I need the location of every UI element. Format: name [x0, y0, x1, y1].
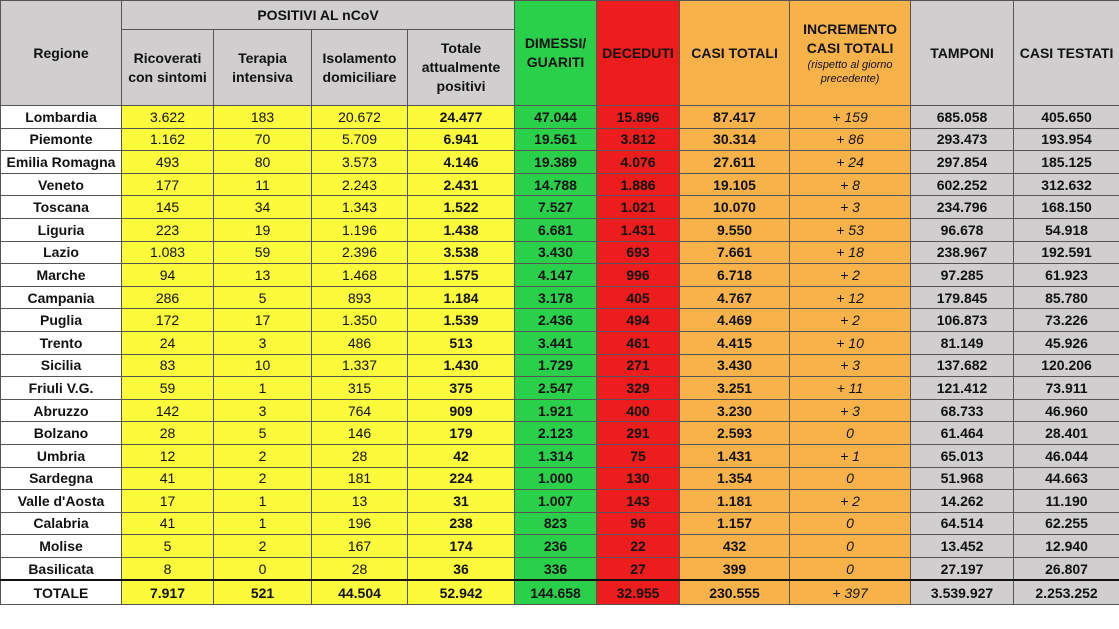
cell-totale-positivi: 1.575 [408, 264, 515, 287]
total-cell-tamponi: 3.539.927 [911, 580, 1014, 605]
cell-region: Piemonte [1, 128, 122, 151]
cell-dimessi: 3.430 [515, 241, 597, 264]
cell-isolamento: 181 [312, 467, 408, 490]
cell-tamponi: 297.854 [911, 151, 1014, 174]
cell-dimessi: 1.007 [515, 490, 597, 513]
cell-tamponi: 121.412 [911, 377, 1014, 400]
header-deceduti: DECEDUTI [597, 1, 680, 106]
cell-isolamento: 2.396 [312, 241, 408, 264]
cell-incremento: + 3 [790, 399, 911, 422]
cell-totale-positivi: 238 [408, 512, 515, 535]
cell-region: Lombardia [1, 106, 122, 129]
cell-incremento: + 53 [790, 218, 911, 241]
cell-tamponi: 27.197 [911, 557, 1014, 580]
total-cell-ricoverati: 7.917 [122, 580, 214, 605]
cell-tamponi: 97.285 [911, 264, 1014, 287]
total-row [1, 580, 1119, 605]
cell-tamponi: 293.473 [911, 128, 1014, 151]
cell-totale-positivi: 1.438 [408, 218, 515, 241]
cell-tamponi: 234.796 [911, 196, 1014, 219]
cell-isolamento: 486 [312, 331, 408, 354]
cell-isolamento: 315 [312, 377, 408, 400]
cell-deceduti: 22 [597, 535, 680, 558]
cell-casi-testati: 54.918 [1014, 218, 1119, 241]
cell-casi-testati: 61.923 [1014, 264, 1119, 287]
cell-region: Sardegna [1, 467, 122, 490]
cell-deceduti: 130 [597, 467, 680, 490]
cell-terapia: 183 [214, 106, 312, 129]
table-row [1, 151, 1119, 174]
cell-deceduti: 291 [597, 422, 680, 445]
header-tamponi: TAMPONI [911, 1, 1014, 106]
cell-isolamento: 146 [312, 422, 408, 445]
cell-tamponi: 238.967 [911, 241, 1014, 264]
cell-ricoverati: 5 [122, 535, 214, 558]
cell-region: Puglia [1, 309, 122, 332]
cell-deceduti: 96 [597, 512, 680, 535]
cell-casi-totali: 4.767 [680, 286, 790, 309]
cell-terapia: 1 [214, 377, 312, 400]
header-terapia: Terapia intensiva [214, 30, 312, 106]
cell-casi-totali: 7.661 [680, 241, 790, 264]
cell-ricoverati: 41 [122, 467, 214, 490]
cell-ricoverati: 493 [122, 151, 214, 174]
cell-isolamento: 1.350 [312, 309, 408, 332]
cell-deceduti: 271 [597, 354, 680, 377]
cell-region: Valle d'Aosta [1, 490, 122, 513]
cell-terapia: 10 [214, 354, 312, 377]
total-cell-dimessi: 144.658 [515, 580, 597, 605]
cell-ricoverati: 8 [122, 557, 214, 580]
cell-casi-testati: 85.780 [1014, 286, 1119, 309]
cell-region: Toscana [1, 196, 122, 219]
cell-casi-testati: 46.960 [1014, 399, 1119, 422]
cell-casi-testati: 12.940 [1014, 535, 1119, 558]
cell-region: Friuli V.G. [1, 377, 122, 400]
cell-ricoverati: 12 [122, 444, 214, 467]
header-incremento [790, 1, 911, 106]
cell-dimessi: 336 [515, 557, 597, 580]
table-row [1, 377, 1119, 400]
cell-region: Sicilia [1, 354, 122, 377]
header-ricoverati: Ricoverati con sintomi [122, 30, 214, 106]
total-cell-terapia: 521 [214, 580, 312, 605]
cell-tamponi: 602.252 [911, 173, 1014, 196]
cell-incremento: + 18 [790, 241, 911, 264]
cell-isolamento: 2.243 [312, 173, 408, 196]
cell-dimessi: 4.147 [515, 264, 597, 287]
cell-terapia: 17 [214, 309, 312, 332]
header-positivi-group: POSITIVI AL nCoV [122, 1, 515, 30]
cell-terapia: 5 [214, 422, 312, 445]
cell-ricoverati: 177 [122, 173, 214, 196]
cell-deceduti: 143 [597, 490, 680, 513]
cell-terapia: 11 [214, 173, 312, 196]
header-dimessi: DIMESSI/ GUARITI [515, 1, 597, 106]
cell-isolamento: 5.709 [312, 128, 408, 151]
cell-region: Marche [1, 264, 122, 287]
cell-totale-positivi: 1.539 [408, 309, 515, 332]
cell-tamponi: 96.678 [911, 218, 1014, 241]
cell-isolamento: 1.343 [312, 196, 408, 219]
cell-ricoverati: 59 [122, 377, 214, 400]
cell-casi-testati: 62.255 [1014, 512, 1119, 535]
cell-incremento: + 8 [790, 173, 911, 196]
cell-casi-testati: 405.650 [1014, 106, 1119, 129]
table-row [1, 196, 1119, 219]
cell-totale-positivi: 174 [408, 535, 515, 558]
cell-dimessi: 19.561 [515, 128, 597, 151]
cell-casi-testati: 168.150 [1014, 196, 1119, 219]
cell-tamponi: 64.514 [911, 512, 1014, 535]
table-row [1, 128, 1119, 151]
cell-totale-positivi: 42 [408, 444, 515, 467]
cell-casi-testati: 45.926 [1014, 331, 1119, 354]
cell-isolamento: 1.468 [312, 264, 408, 287]
header-casi-totali: CASI TOTALI [680, 1, 790, 106]
cell-casi-testati: 28.401 [1014, 422, 1119, 445]
cell-region: Trento [1, 331, 122, 354]
cell-deceduti: 3.812 [597, 128, 680, 151]
cell-region: Umbria [1, 444, 122, 467]
cell-incremento: + 3 [790, 354, 911, 377]
cell-deceduti: 1.021 [597, 196, 680, 219]
cell-casi-totali: 19.105 [680, 173, 790, 196]
cell-casi-totali: 4.415 [680, 331, 790, 354]
cell-totale-positivi: 179 [408, 422, 515, 445]
header-incremento-note: (rispetto al giorno precedente) [807, 59, 893, 85]
cell-region: Abruzzo [1, 399, 122, 422]
cell-isolamento: 28 [312, 444, 408, 467]
cell-incremento: + 2 [790, 264, 911, 287]
table-body [1, 106, 1119, 605]
header-casi-testati: CASI TESTATI [1014, 1, 1119, 106]
cell-tamponi: 137.682 [911, 354, 1014, 377]
cell-terapia: 19 [214, 218, 312, 241]
cell-totale-positivi: 31 [408, 490, 515, 513]
cell-deceduti: 27 [597, 557, 680, 580]
cell-incremento: + 3 [790, 196, 911, 219]
cell-totale-positivi: 36 [408, 557, 515, 580]
cell-region: Liguria [1, 218, 122, 241]
cell-casi-totali: 432 [680, 535, 790, 558]
cell-casi-totali: 1.431 [680, 444, 790, 467]
table-row [1, 399, 1119, 422]
cell-incremento: + 86 [790, 128, 911, 151]
cell-casi-testati: 193.954 [1014, 128, 1119, 151]
table-row [1, 286, 1119, 309]
cell-incremento: + 12 [790, 286, 911, 309]
cell-casi-totali: 10.070 [680, 196, 790, 219]
cell-ricoverati: 94 [122, 264, 214, 287]
cell-isolamento: 28 [312, 557, 408, 580]
cell-dimessi: 2.123 [515, 422, 597, 445]
cell-tamponi: 14.262 [911, 490, 1014, 513]
cell-casi-totali: 27.611 [680, 151, 790, 174]
cell-ricoverati: 172 [122, 309, 214, 332]
cell-deceduti: 461 [597, 331, 680, 354]
cell-incremento: 0 [790, 557, 911, 580]
cell-totale-positivi: 1.430 [408, 354, 515, 377]
cell-casi-totali: 3.230 [680, 399, 790, 422]
cell-terapia: 3 [214, 331, 312, 354]
cell-dimessi: 2.436 [515, 309, 597, 332]
cell-incremento: + 10 [790, 331, 911, 354]
cell-dimessi: 1.921 [515, 399, 597, 422]
cell-dimessi: 47.044 [515, 106, 597, 129]
table-row [1, 264, 1119, 287]
total-cell-isolamento: 44.504 [312, 580, 408, 605]
cell-totale-positivi: 4.146 [408, 151, 515, 174]
cell-casi-testati: 192.591 [1014, 241, 1119, 264]
cell-dimessi: 1.000 [515, 467, 597, 490]
cell-totale-positivi: 1.522 [408, 196, 515, 219]
total-cell-deceduti: 32.955 [597, 580, 680, 605]
cell-dimessi: 2.547 [515, 377, 597, 400]
cell-casi-totali: 30.314 [680, 128, 790, 151]
cell-casi-totali: 4.469 [680, 309, 790, 332]
cell-casi-totali: 399 [680, 557, 790, 580]
cell-totale-positivi: 2.431 [408, 173, 515, 196]
cell-ricoverati: 223 [122, 218, 214, 241]
cell-casi-totali: 1.354 [680, 467, 790, 490]
cell-isolamento: 1.196 [312, 218, 408, 241]
cell-dimessi: 6.681 [515, 218, 597, 241]
cell-totale-positivi: 6.941 [408, 128, 515, 151]
cell-terapia: 5 [214, 286, 312, 309]
cell-region: Lazio [1, 241, 122, 264]
table-row [1, 422, 1119, 445]
cell-isolamento: 3.573 [312, 151, 408, 174]
table-row [1, 106, 1119, 129]
cell-tamponi: 68.733 [911, 399, 1014, 422]
total-cell-region: TOTALE [1, 580, 122, 605]
cell-dimessi: 19.389 [515, 151, 597, 174]
cell-ricoverati: 83 [122, 354, 214, 377]
cell-totale-positivi: 375 [408, 377, 515, 400]
cell-totale-positivi: 24.477 [408, 106, 515, 129]
total-cell-totale-positivi: 52.942 [408, 580, 515, 605]
cell-totale-positivi: 909 [408, 399, 515, 422]
header-regione: Regione [1, 1, 122, 106]
cell-isolamento: 20.672 [312, 106, 408, 129]
cell-tamponi: 61.464 [911, 422, 1014, 445]
cell-incremento: 0 [790, 467, 911, 490]
cell-terapia: 1 [214, 490, 312, 513]
table-row [1, 557, 1119, 580]
cell-dimessi: 1.729 [515, 354, 597, 377]
total-cell-casi-testati: 2.253.252 [1014, 580, 1119, 605]
cell-region: Basilicata [1, 557, 122, 580]
cell-totale-positivi: 513 [408, 331, 515, 354]
cell-tamponi: 51.968 [911, 467, 1014, 490]
cell-tamponi: 13.452 [911, 535, 1014, 558]
cell-casi-testati: 73.226 [1014, 309, 1119, 332]
header-totale-positivi: Totale attualmente positivi [408, 30, 515, 106]
cell-dimessi: 3.441 [515, 331, 597, 354]
cell-casi-totali: 2.593 [680, 422, 790, 445]
cell-ricoverati: 41 [122, 512, 214, 535]
total-cell-casi-totali: 230.555 [680, 580, 790, 605]
cell-totale-positivi: 3.538 [408, 241, 515, 264]
cell-casi-testati: 73.911 [1014, 377, 1119, 400]
cell-tamponi: 65.013 [911, 444, 1014, 467]
cell-isolamento: 167 [312, 535, 408, 558]
cell-incremento: + 1 [790, 444, 911, 467]
cell-terapia: 3 [214, 399, 312, 422]
table-row [1, 218, 1119, 241]
cell-dimessi: 823 [515, 512, 597, 535]
cell-casi-totali: 3.251 [680, 377, 790, 400]
cell-terapia: 59 [214, 241, 312, 264]
cell-isolamento: 764 [312, 399, 408, 422]
cell-isolamento: 196 [312, 512, 408, 535]
cell-terapia: 70 [214, 128, 312, 151]
cell-dimessi: 1.314 [515, 444, 597, 467]
cell-deceduti: 329 [597, 377, 680, 400]
cell-ricoverati: 286 [122, 286, 214, 309]
cell-deceduti: 494 [597, 309, 680, 332]
cell-region: Veneto [1, 173, 122, 196]
cell-isolamento: 1.337 [312, 354, 408, 377]
table-row [1, 354, 1119, 377]
cell-incremento: + 24 [790, 151, 911, 174]
total-cell-incremento: + 397 [790, 580, 911, 605]
cell-casi-totali: 1.157 [680, 512, 790, 535]
cell-totale-positivi: 1.184 [408, 286, 515, 309]
table-row [1, 512, 1119, 535]
table-row [1, 331, 1119, 354]
table-row [1, 490, 1119, 513]
cell-region: Molise [1, 535, 122, 558]
cell-dimessi: 236 [515, 535, 597, 558]
cell-terapia: 13 [214, 264, 312, 287]
cell-incremento: + 2 [790, 490, 911, 513]
cell-deceduti: 693 [597, 241, 680, 264]
cell-deceduti: 75 [597, 444, 680, 467]
cell-region: Calabria [1, 512, 122, 535]
cell-casi-totali: 87.417 [680, 106, 790, 129]
cell-ricoverati: 1.083 [122, 241, 214, 264]
cell-ricoverati: 3.622 [122, 106, 214, 129]
cell-casi-testati: 11.190 [1014, 490, 1119, 513]
cell-totale-positivi: 224 [408, 467, 515, 490]
cell-deceduti: 4.076 [597, 151, 680, 174]
cell-tamponi: 81.149 [911, 331, 1014, 354]
cell-terapia: 2 [214, 444, 312, 467]
cell-terapia: 0 [214, 557, 312, 580]
cell-region: Campania [1, 286, 122, 309]
cell-incremento: 0 [790, 512, 911, 535]
cell-deceduti: 996 [597, 264, 680, 287]
table-row [1, 173, 1119, 196]
cell-region: Emilia Romagna [1, 151, 122, 174]
cell-dimessi: 3.178 [515, 286, 597, 309]
cell-ricoverati: 145 [122, 196, 214, 219]
cell-casi-totali: 9.550 [680, 218, 790, 241]
cell-deceduti: 405 [597, 286, 680, 309]
cell-incremento: + 11 [790, 377, 911, 400]
cell-isolamento: 13 [312, 490, 408, 513]
cell-deceduti: 1.431 [597, 218, 680, 241]
cell-ricoverati: 142 [122, 399, 214, 422]
cell-terapia: 34 [214, 196, 312, 219]
cell-tamponi: 106.873 [911, 309, 1014, 332]
table-row [1, 241, 1119, 264]
cell-terapia: 2 [214, 467, 312, 490]
cell-ricoverati: 17 [122, 490, 214, 513]
table-header [1, 1, 1119, 106]
cell-casi-totali: 1.181 [680, 490, 790, 513]
cell-dimessi: 7.527 [515, 196, 597, 219]
cell-casi-totali: 3.430 [680, 354, 790, 377]
cell-casi-testati: 46.044 [1014, 444, 1119, 467]
cell-ricoverati: 24 [122, 331, 214, 354]
cell-casi-testati: 185.125 [1014, 151, 1119, 174]
cell-casi-testati: 312.632 [1014, 173, 1119, 196]
cell-casi-totali: 6.718 [680, 264, 790, 287]
table-row [1, 444, 1119, 467]
cell-deceduti: 1.886 [597, 173, 680, 196]
cell-incremento: + 159 [790, 106, 911, 129]
header-incremento-label: INCREMENTO CASI TOTALI [803, 21, 897, 56]
cell-ricoverati: 1.162 [122, 128, 214, 151]
cell-ricoverati: 28 [122, 422, 214, 445]
cell-deceduti: 15.896 [597, 106, 680, 129]
cell-terapia: 2 [214, 535, 312, 558]
cell-isolamento: 893 [312, 286, 408, 309]
cell-region: Bolzano [1, 422, 122, 445]
cell-terapia: 80 [214, 151, 312, 174]
table-row [1, 467, 1119, 490]
cell-tamponi: 685.058 [911, 106, 1014, 129]
cell-deceduti: 400 [597, 399, 680, 422]
cell-terapia: 1 [214, 512, 312, 535]
cell-casi-testati: 120.206 [1014, 354, 1119, 377]
table-row [1, 535, 1119, 558]
cell-dimessi: 14.788 [515, 173, 597, 196]
cell-tamponi: 179.845 [911, 286, 1014, 309]
header-isolamento: Isolamento domiciliare [312, 30, 408, 106]
cell-incremento: 0 [790, 535, 911, 558]
cell-incremento: 0 [790, 422, 911, 445]
cell-incremento: + 2 [790, 309, 911, 332]
table-row [1, 309, 1119, 332]
cell-casi-testati: 44.663 [1014, 467, 1119, 490]
cell-casi-testati: 26.807 [1014, 557, 1119, 580]
